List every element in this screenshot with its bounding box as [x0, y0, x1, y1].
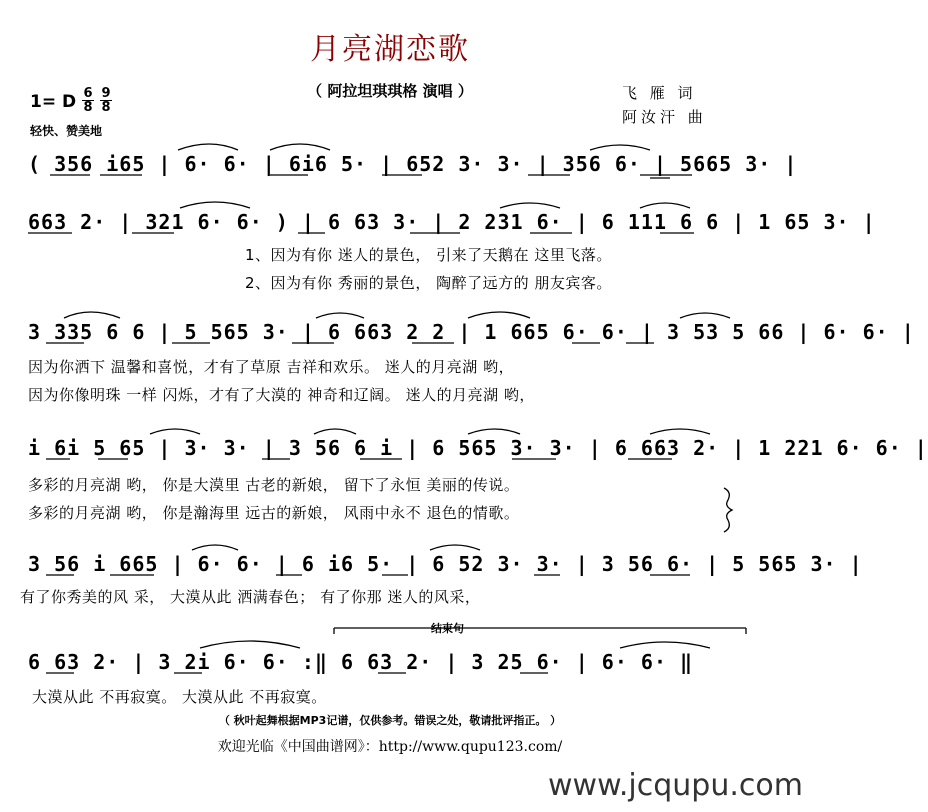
ending-label: 结束句 [428, 620, 467, 636]
lyric-line-6-verse-1: 大漠从此 不再寂寞。 大漠从此 不再寂寞。 [32, 688, 327, 706]
slur-mark [178, 144, 238, 150]
slur-mark [270, 144, 330, 150]
song-title: 月亮湖恋歌 [310, 32, 470, 67]
slur-mark [590, 145, 650, 150]
performer-credit: （ 阿拉坦琪琪格 演唱 ） [307, 82, 473, 100]
slur-mark [468, 429, 520, 434]
slur-mark [192, 545, 238, 550]
slur-mark [468, 312, 530, 318]
time-sig-numerator: 6 [83, 86, 93, 101]
slur-mark [430, 545, 480, 550]
score-line-3: 3 335 6 6 | 5 565 3· | 6 663 2 2 | 1 665 6· 6· | 3 53 5 66 | 6· 6· | [28, 320, 915, 344]
score-line-1: ( 356 i65 | 6· 6· | 6i6 5· | 652 3· 3· | 356 6· | 5665 3· | [28, 152, 798, 176]
time-sig-denominator: 8 [101, 100, 111, 115]
lyric-line-5-verse-1: 有了你秀美的风 采， 大漠从此 洒满春色； 有了你那 迷人的风采， [20, 588, 481, 606]
tempo-marking: 轻快、赞美地 [30, 124, 103, 138]
slur-mark [640, 203, 690, 208]
slur-mark [680, 313, 730, 318]
slur-mark [650, 429, 710, 434]
transcription-note: （ 秋叶起舞根据MP3记谱，仅供参考。错误之处，敬请批评指正。 ） [218, 714, 562, 727]
slur-mark [64, 312, 120, 318]
slur-mark [500, 203, 560, 208]
lyric-line-2-verse-1: 1、因为有你 迷人的景色， 引来了天鹅在 这里飞落。 [245, 246, 612, 264]
score-line-2: 663 2· | 321 6· 6· ) | 6 63 3· | 2 231 6· | 6 111 6 6 | 1 65 3· | [28, 210, 876, 234]
slur-mark [200, 641, 300, 648]
slur-mark [180, 202, 250, 208]
score-line-5: 3 56 i 665 | 6· 6· | 6 i6 5· | 6 52 3· 3· | 3 56 6· | 5 565 3· | [28, 552, 863, 576]
key-signature: 1= D [30, 92, 77, 112]
time-sig-numerator: 9 [101, 86, 111, 101]
time-sig-denominator: 8 [83, 100, 93, 115]
lyric-line-2-verse-2: 2、因为有你 秀丽的景色， 陶醉了远方的 朋友宾客。 [245, 274, 612, 292]
slur-mark [316, 313, 364, 318]
lyric-line-3-verse-2: 因为你像明珠 一样 闪烁，才有了大漠的 神奇和辽阔。 迷人的月亮湖 哟， [28, 386, 535, 404]
slur-mark [150, 429, 200, 434]
slur-mark [620, 642, 710, 648]
score-line-6: 6 63 2· | 3 2i 6· 6· :‖ 6 63 2· | 3 25 6· | 6· 6· ‖ [28, 650, 694, 674]
site-watermark: www.jcqupu.com [548, 768, 803, 803]
slur-mark [314, 429, 356, 434]
score-line-4: i 6i 5 65 | 3· 3· | 3 56 6 i | 6 565 3· 3· | 6 663 2· | 1 221 6· 6· | [28, 436, 928, 460]
verse-brace [724, 488, 732, 532]
welcome-link-text: 欢迎光临《中国曲谱网》：http://www.qupu123.com/ [217, 739, 563, 755]
lyric-line-4-verse-2: 多彩的月亮湖 哟， 你是瀚海里 远古的新娘， 风雨中永不 退色的情歌。 [28, 504, 520, 522]
lyric-line-3-verse-1: 因为你洒下 温馨和喜悦，才有了草原 吉祥和欢乐。 迷人的月亮湖 哟， [28, 358, 515, 376]
lyric-line-4-verse-1: 多彩的月亮湖 哟， 你是大漠里 古老的新娘， 留下了永恒 美丽的传说。 [28, 476, 520, 494]
composer-credit: 阿汝汗 曲 [622, 108, 707, 126]
lyricist-credit: 飞 雁 词 [622, 84, 697, 102]
